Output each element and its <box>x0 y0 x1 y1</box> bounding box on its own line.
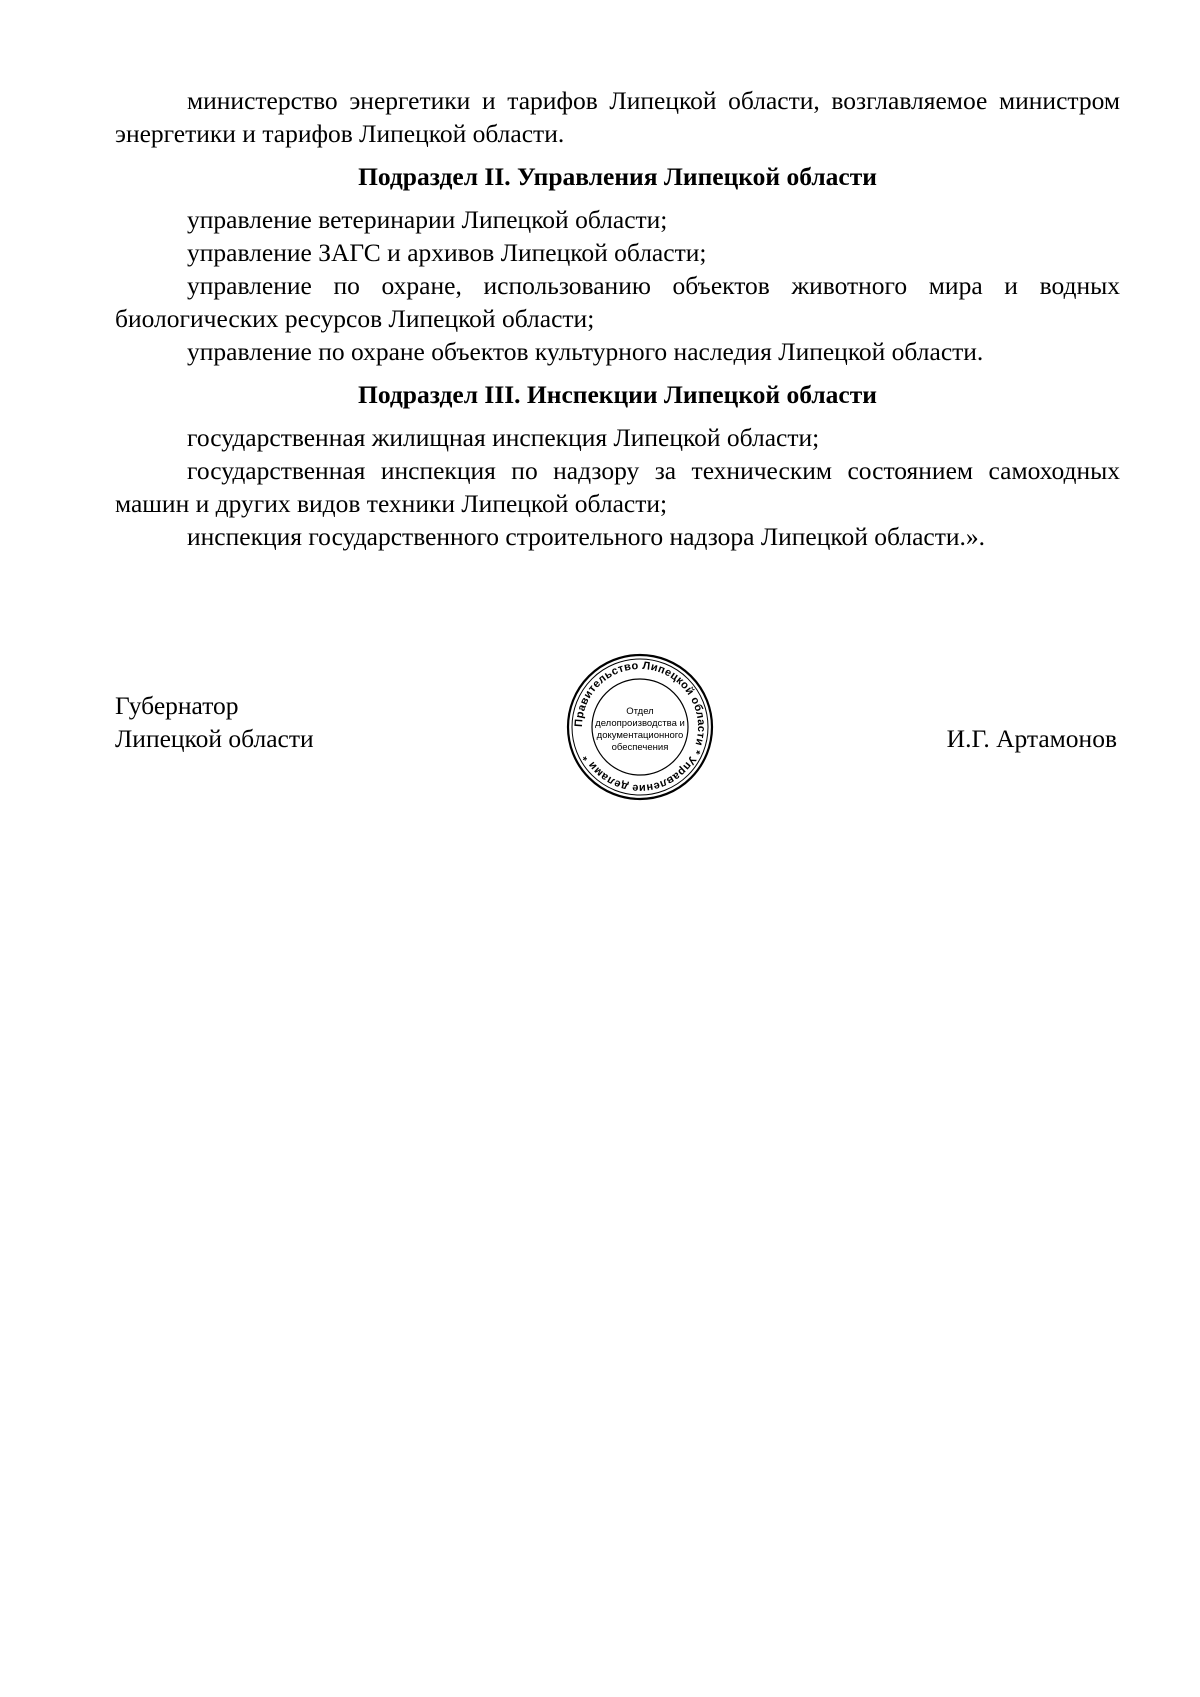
list-item: управление ветеринарии Липецкой области; <box>187 205 668 234</box>
stamp-center-line4: обеспечения <box>611 742 669 753</box>
signatory-title-line1: Губернатор <box>115 691 239 720</box>
list-item: инспекция государственного строительного надзора Липецкой области.». <box>187 522 986 551</box>
subsection-heading-3: Подраздел III. Инспекции Липецкой области <box>358 380 877 409</box>
official-stamp <box>565 652 715 802</box>
stamp-outer-text: Правительство Липецкой области * Управление делами * <box>572 659 708 795</box>
signatory-name: И.Г. Артамонов <box>946 724 1117 753</box>
list-item: управление по охране объектов культурного наследия Липецкой области. <box>187 337 984 366</box>
subsection-heading-2: Подраздел II. Управления Липецкой области <box>358 162 877 191</box>
list-item: государственная жилищная инспекция Липецкой области; <box>187 423 820 452</box>
document-body <box>115 84 1120 553</box>
stamp-center-line3: документационного <box>596 730 684 741</box>
paragraph-ministry-energy: министерство энергетики и тарифов Липецкой области, возглавляемое министром энергетики и тарифов Липецкой области. <box>115 86 1120 148</box>
stamp-center-line1: Отдел <box>626 706 654 717</box>
signatory-title-line2: Липецкой области <box>115 724 314 753</box>
list-item: государственная инспекция по надзору за техническим состоянием самоходных машин и других видов техники Липецкой области; <box>115 456 1120 518</box>
list-item: управление по охране, использованию объектов животного мира и водных биологических ресурсов Липецкой области; <box>115 271 1120 333</box>
list-item: управление ЗАГС и архивов Липецкой области; <box>187 238 707 267</box>
signatory-title <box>115 689 314 755</box>
stamp-center-line2: делопроизводства и <box>595 718 685 729</box>
